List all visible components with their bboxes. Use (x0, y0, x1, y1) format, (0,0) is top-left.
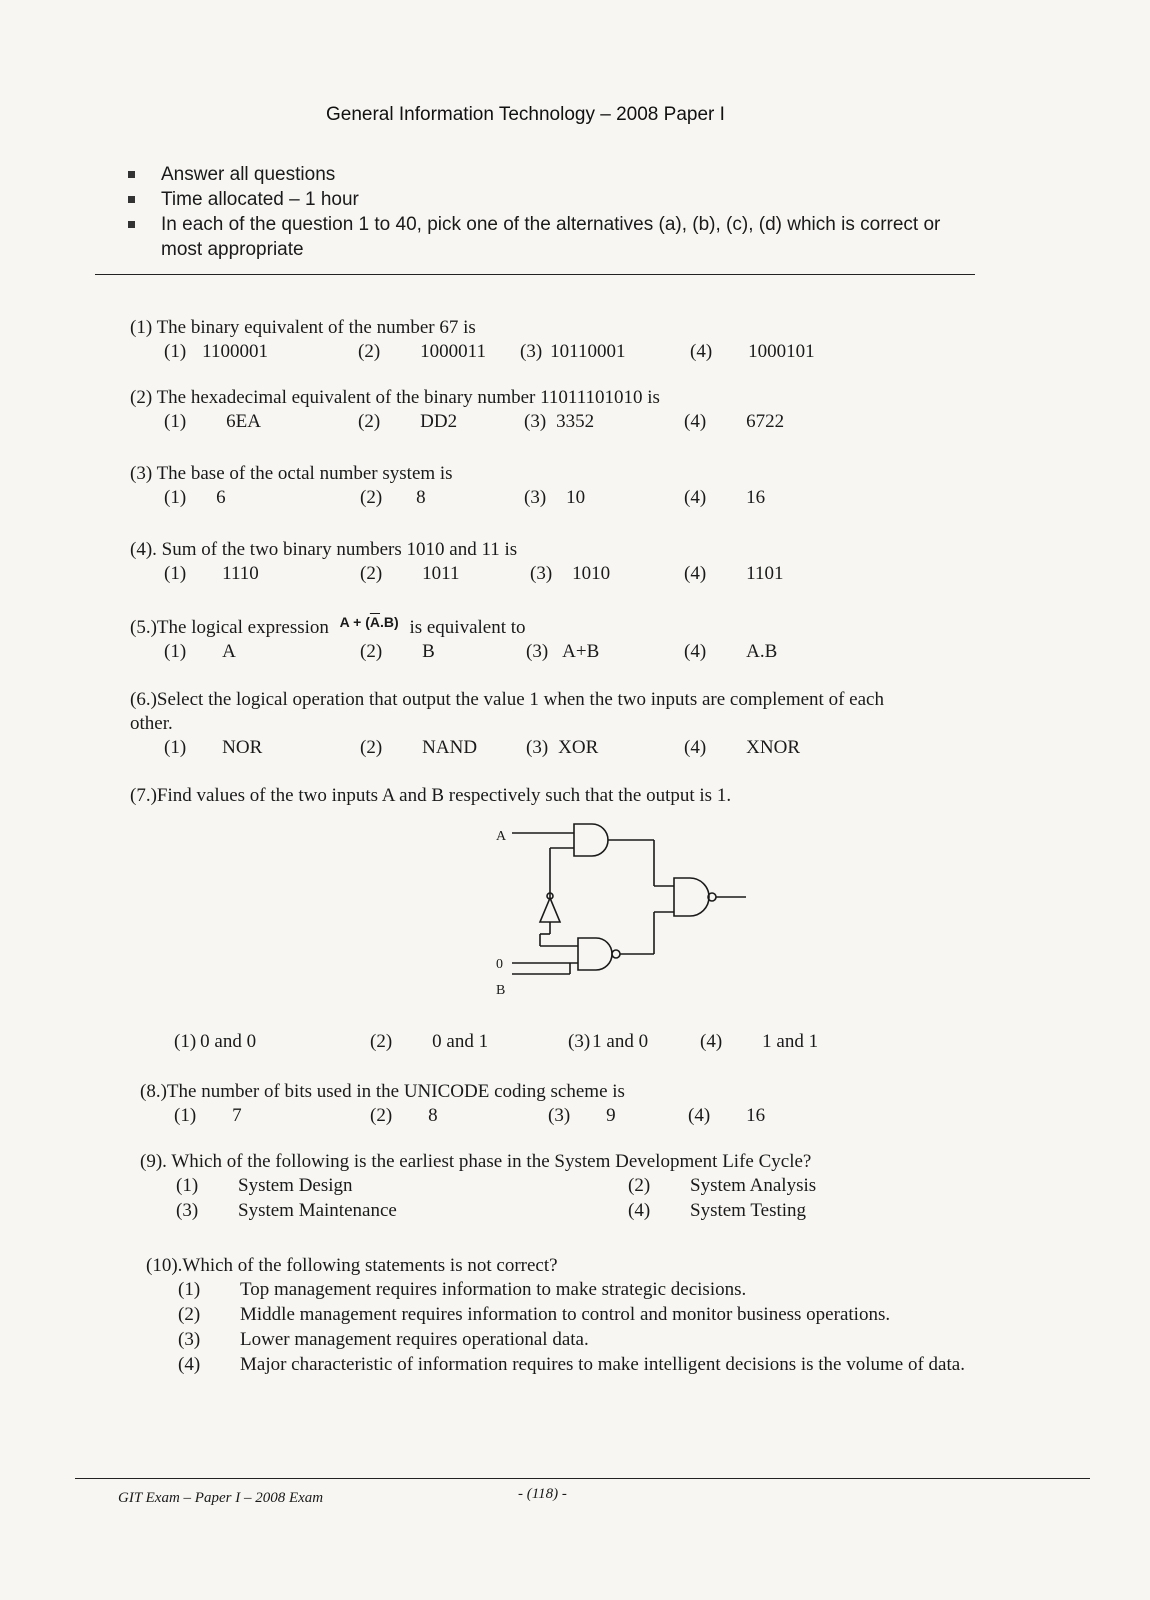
option-2[interactable]: (2) 1011 (360, 563, 460, 584)
input-label-zero: 0 (496, 957, 503, 972)
question-2 (130, 386, 1030, 434)
instruction-item: Time allocated – 1 hour (128, 187, 978, 212)
and-gate (574, 824, 608, 856)
option-3[interactable]: (3) 10 (524, 487, 586, 508)
option-3[interactable]: (3) XOR (526, 737, 599, 758)
nand-gate (578, 938, 612, 970)
question-number: (6.) (130, 689, 157, 710)
option-1[interactable]: (1) NOR (164, 737, 263, 758)
not-gate (540, 898, 560, 922)
option-2[interactable]: (2) B (360, 641, 435, 662)
option-1[interactable]: (1) 1100001 (164, 341, 268, 362)
option-2[interactable]: (2) Middle management requires information to control and monitor business operations. (178, 1304, 891, 1325)
question-number: (1) (130, 317, 153, 338)
instruction-item: In each of the question 1 to 40, pick one of the alternatives (a), (b), (c), (d) which is correct or most appropriate (128, 212, 978, 262)
option-3[interactable]: (3) A+B (526, 641, 600, 662)
option-1-text[interactable]: System Design (238, 1175, 353, 1196)
option-2-text[interactable]: System Analysis (690, 1175, 817, 1196)
logic-expression: A + (A.B) (339, 614, 399, 630)
question-number: (10). (146, 1255, 183, 1276)
question-number: (8.) (140, 1081, 167, 1102)
question-4 (130, 538, 1030, 586)
option-3[interactable]: (3) Lower management requires operational data. (178, 1329, 589, 1350)
option-3[interactable]: (3) 1 and 0 (568, 1031, 649, 1052)
option-2[interactable]: (2) 8 (360, 487, 426, 508)
bullet-icon (128, 196, 135, 203)
instruction-item: Answer all questions (128, 162, 978, 187)
option-4[interactable]: (4) A.B (684, 641, 778, 662)
question-number: (5.) (130, 617, 157, 638)
option-4-text[interactable]: System Testing (690, 1200, 807, 1221)
question-text: Which of the following statements is not correct? (182, 1255, 558, 1276)
question-text: The binary equivalent of the number 67 is (156, 317, 476, 338)
option-4[interactable]: (4) Major characteristic of information requires to make intelligent decisions is the volume of data. (178, 1354, 965, 1375)
option-1-number[interactable]: (1) (176, 1175, 199, 1196)
question-text-end: is equivalent to (409, 617, 526, 638)
logic-circuit-diagram (490, 818, 770, 1008)
bullet-icon (128, 221, 135, 228)
option-2[interactable]: (2) 8 (370, 1105, 438, 1126)
header-divider (95, 274, 975, 275)
option-4[interactable]: (4) 1000101 (690, 341, 815, 362)
question-1 (130, 316, 1030, 364)
option-2[interactable]: (2) DD2 (358, 411, 458, 432)
option-4[interactable]: (4) 16 (684, 487, 766, 508)
question-3 (130, 462, 1030, 510)
question-5 (130, 616, 1030, 664)
option-1[interactable]: (1) Top management requires information to make strategic decisions. (178, 1279, 747, 1300)
question-7-options (130, 1030, 1030, 1054)
input-label-a: A (496, 829, 507, 844)
option-4[interactable]: (4) 16 (688, 1105, 766, 1126)
page-title: General Information Technology – 2008 Paper I (326, 104, 725, 125)
question-8 (140, 1080, 1040, 1128)
page-number: - (118) - (518, 1486, 567, 1502)
option-3[interactable]: (3) 3352 (524, 411, 595, 432)
instructions-list (128, 162, 978, 262)
question-7 (130, 784, 1030, 808)
option-4[interactable]: (4) 1101 (684, 563, 784, 584)
option-1[interactable]: (1) A (164, 641, 236, 662)
option-2[interactable]: (2) NAND (360, 737, 478, 758)
option-4[interactable]: (4) XNOR (684, 737, 800, 758)
option-2[interactable]: (2) 0 and 1 (370, 1031, 489, 1052)
option-1[interactable]: (1) 0 and 0 (174, 1031, 257, 1052)
question-number: (3) (130, 463, 153, 484)
question-number: (4). (130, 539, 157, 560)
bullet-icon (128, 171, 135, 178)
option-1[interactable]: (1) 6EA (164, 411, 261, 432)
input-label-b: B (496, 983, 506, 998)
option-1[interactable]: (1) 1110 (164, 563, 259, 584)
option-3[interactable]: (3) 10110001 (520, 341, 626, 362)
question-6 (130, 688, 930, 760)
question-text: The base of the octal number system is (156, 463, 453, 484)
question-text: Which of the following is the earliest phase in the System Development Life Cycle? (171, 1151, 812, 1172)
option-4[interactable]: (4) 6722 (684, 411, 785, 432)
footer-exam-label: GIT Exam – Paper I – 2008 Exam (118, 1490, 324, 1506)
option-2-number[interactable]: (2) (628, 1175, 651, 1196)
question-number: (9). (140, 1151, 167, 1172)
question-10 (146, 1254, 1026, 1403)
option-3[interactable]: (3) 9 (548, 1105, 616, 1126)
question-text: The number of bits used in the UNICODE coding scheme is (166, 1081, 625, 1102)
question-9 (140, 1150, 1040, 1224)
option-3-text[interactable]: System Maintenance (238, 1200, 397, 1221)
nand-bubble (612, 950, 620, 958)
question-text: The logical expression (156, 617, 329, 638)
question-text: The hexadecimal equivalent of the binary number 11011101010 is (156, 387, 660, 408)
question-number: (2) (130, 387, 153, 408)
option-3-number[interactable]: (3) (176, 1200, 199, 1221)
question-text: Find values of the two inputs A and B respectively such that the output is 1. (156, 785, 732, 806)
question-number: (7.) (130, 785, 157, 806)
option-4[interactable]: (4) 1 and 1 (700, 1031, 819, 1052)
option-1[interactable]: (1) 6 (164, 487, 226, 508)
option-2[interactable]: (2) 1000011 (358, 341, 486, 362)
footer-divider (75, 1478, 1090, 1479)
option-1[interactable]: (1) 7 (174, 1105, 242, 1126)
question-text: Select the logical operation that output the value 1 when the two inputs are complement of each other. (130, 689, 884, 734)
output-nand-gate (674, 878, 709, 916)
option-4-number[interactable]: (4) (628, 1200, 651, 1221)
option-3[interactable]: (3) 1010 (530, 563, 611, 584)
question-text: Sum of the two binary numbers 1010 and 11 is (161, 539, 518, 560)
